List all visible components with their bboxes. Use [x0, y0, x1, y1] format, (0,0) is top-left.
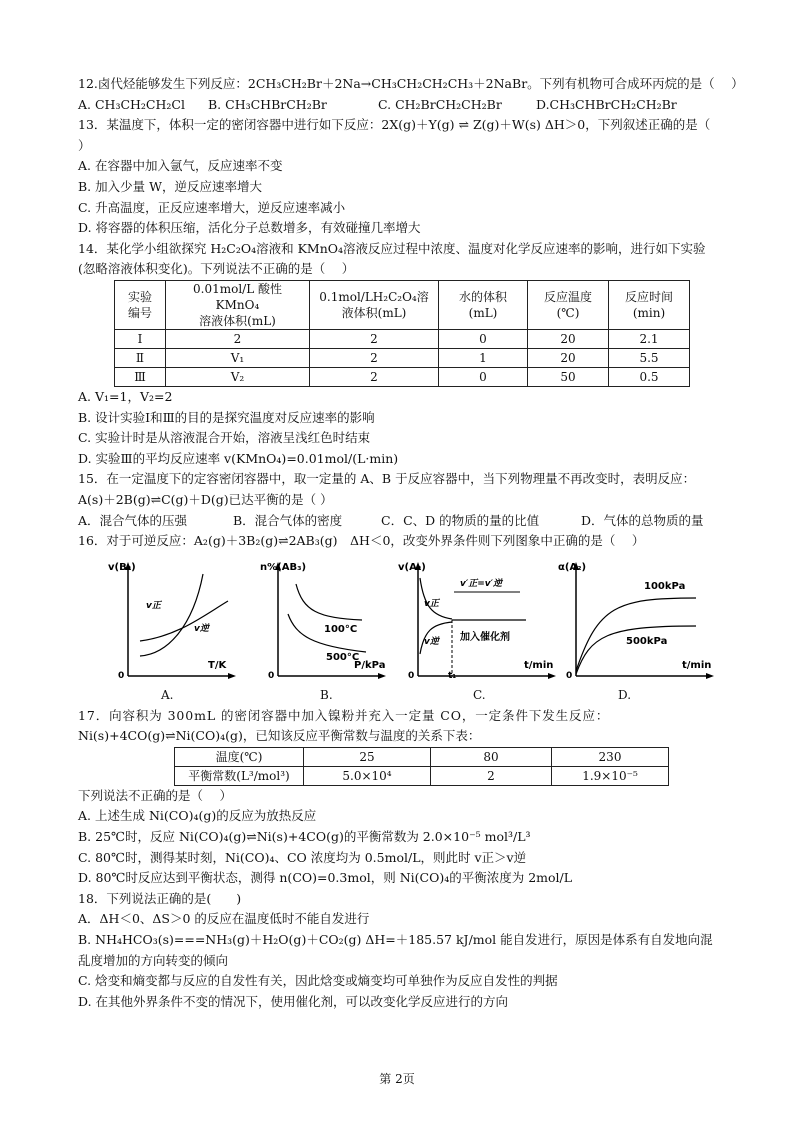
graph-a-curve-forward	[140, 574, 203, 656]
table-cell: 0	[439, 367, 528, 386]
q18-option-a: A．ΔH＜0、ΔS＞0 的反应在温度低时不能自发进行	[78, 911, 370, 927]
graph-a-ylabel: v(B₂)	[108, 561, 136, 573]
q12-stem: 12.卤代烃能够发生下列反应：2CH₃CH₂Br＋2Na→CH₃CH₂CH₂CH₃＋2NaBr。下列有机物可合成环丙烷的是（ ）	[78, 76, 744, 91]
exam-page	[78, 74, 744, 1012]
q15-option-c: C．C、D 的物质的量的比值	[381, 512, 540, 528]
graph-a-xlabel: T/K	[208, 659, 227, 671]
graph-b-caption: B.	[320, 687, 333, 702]
q13-option-c: C. 升高温度，正反应速率增大，逆反应速率减小	[78, 199, 346, 215]
q16-graphs	[78, 556, 718, 706]
graph-b-curve-100	[296, 584, 362, 620]
q17-option-a: A. 上述生成 Ni(CO)₄(g)的反应为放热反应	[78, 808, 317, 824]
q17-stem-line2: Ni(s)+4CO(g)⇌Ni(CO)₄(g)，已知该反应平衡常数与温度的关系下表：	[78, 728, 481, 744]
table-cell: 20	[528, 329, 609, 348]
graph-d-ylabel: α(A₂)	[558, 561, 587, 573]
q17-table	[174, 747, 669, 786]
q18-stem: 18．下列说法正确的是( )	[78, 890, 242, 906]
q14-option-c: C. 实验计时是从溶液混合开始，溶液呈浅红色时结束	[78, 430, 371, 446]
page-number: 第 2页	[379, 1072, 415, 1086]
table-cell: 2	[166, 329, 310, 348]
q17-option-c: C. 80℃时，测得某时刻，Ni(CO)₄、CO 浓度均为 0.5mol/L，则此时 v正＞v逆	[78, 849, 527, 865]
graph-a-curve-label-2: v逆	[194, 623, 209, 634]
table-cell: 温度(℃)	[175, 747, 304, 766]
table-cell: Ⅲ	[115, 367, 166, 386]
table-cell: 0	[439, 329, 528, 348]
table-cell: Ⅰ	[115, 329, 166, 348]
graph-d-xlabel: t/min	[682, 659, 712, 671]
q12-option-a: A. CH₃CH₂CH₂Cl	[78, 96, 185, 112]
table-cell: 1.9×10⁻⁵	[552, 766, 669, 785]
q16-stem: 16．对于可逆反应：A₂(g)＋3B₂(g)⇌2AB₃(g) ΔH＜0，改变外界条件则下列图象中正确的是（ ）	[78, 533, 645, 549]
q15-stem: 15．在一定温度下的定容密闭容器中，取一定量的 A、B 于反应容器中，当下列物理量不再改变时，表明反应：A(s)＋2B(g)⇌C(g)＋D(g)已达平衡的是（ ）	[78, 471, 696, 507]
q12-options	[78, 95, 718, 116]
graph-c-tick-t1: t₁	[448, 670, 457, 681]
graph-c-caption: C.	[473, 687, 486, 702]
q17-tail: 下列说法不正确的是（ ）	[78, 787, 232, 803]
graph-b-origin: 0	[268, 670, 275, 681]
graph-b	[258, 556, 388, 681]
graph-d-curve-label-2: 500kPa	[626, 635, 668, 647]
graph-d	[556, 556, 716, 681]
graph-c	[398, 556, 558, 681]
table-row	[115, 329, 690, 348]
q17-option-b: B. 25℃时，反应 Ni(CO)₄(g)⇌Ni(s)+4CO(g)的平衡常数为 2.0×10⁻⁵ mol³/L³	[78, 829, 531, 845]
table-cell: 80	[431, 747, 552, 766]
graph-b-curve-label-1: 100°C	[324, 623, 358, 635]
q18-option-b: B. NH₄HCO₃(s)===NH₃(g)＋H₂O(g)＋CO₂(g) ΔH=＋185.57 kJ/mol 能自发进行，原因是体系有自发地向混乱度增加的方向转变的倾向	[78, 932, 713, 968]
graph-c-note-equal: v′正=v′逆	[460, 578, 503, 589]
table-cell: 230	[552, 747, 669, 766]
q12-option-b: B. CH₃CHBrCH₂Br	[208, 96, 327, 112]
graph-b-xlabel: P/kPa	[354, 659, 386, 671]
table-header-cell: 反应时间 (min)	[609, 280, 690, 329]
q15-option-a: A．混合气体的压强	[78, 512, 188, 528]
q13-option-b: B. 加入少量 W，逆反应速率增大	[78, 178, 262, 194]
q13-stem: 13．某温度下，体积一定的密闭容器中进行如下反应：2X(g)＋Y(g) ⇌ Z(g)＋W(s) ΔH＞0，下列叙述正确的是（ ）	[78, 117, 727, 153]
table-cell: V₁	[166, 348, 310, 367]
table-cell: 5.5	[609, 348, 690, 367]
table-cell: 2	[310, 329, 439, 348]
table-cell: 2	[310, 348, 439, 367]
q15-option-d: D．气体的总物质的量	[581, 512, 704, 528]
table-header-cell: 实验 编号	[115, 280, 166, 329]
table-cell: 2	[310, 367, 439, 386]
q12-option-c: C. CH₂BrCH₂CH₂Br	[378, 96, 502, 112]
graph-c-curve-label-2: v逆	[424, 636, 439, 647]
table-cell: 50	[528, 367, 609, 386]
table-row	[115, 348, 690, 367]
table-row	[175, 747, 669, 766]
graph-a	[108, 556, 238, 681]
q18-option-d: D. 在其他外界条件不变的情况下，使用催化剂，可以改变化学反应进行的方向	[78, 993, 509, 1009]
table-cell: 2	[431, 766, 552, 785]
graph-b-ylabel: n%(AB₃)	[260, 561, 307, 573]
q13-option-d: D. 将容器的体积压缩，活化分子总数增多，有效碰撞几率增大	[78, 220, 421, 236]
table-cell: 0.5	[609, 367, 690, 386]
table-header-cell: 反应温度 (℃)	[528, 280, 609, 329]
graph-c-curve-label-1: v正	[424, 598, 439, 609]
q12-option-d: D.CH₃CHBrCH₂CH₂Br	[536, 96, 677, 112]
q18-option-c: C. 焓变和熵变都与反应的自发性有关，因此焓变或熵变均可单独作为反应自发性的判据	[78, 973, 558, 989]
table-row	[175, 766, 669, 785]
q13-option-a: A. 在容器中加入氩气，反应速率不变	[78, 158, 283, 174]
q14-option-b: B. 设计实验Ⅰ和Ⅲ的目的是探究温度对反应速率的影响	[78, 409, 375, 425]
graph-c-origin: 0	[408, 670, 415, 681]
graph-c-ylabel: v(A₂)	[398, 561, 426, 573]
graph-d-curve-500	[576, 626, 696, 674]
graph-d-curve-label-1: 100kPa	[644, 580, 686, 592]
graph-c-note-catalyst: 加入催化剂	[460, 631, 510, 643]
graph-a-origin: 0	[118, 670, 125, 681]
table-header-cell: 0.1mol/LH₂C₂O₄溶 液体积(mL)	[310, 280, 439, 329]
graph-b-curve-label-2: 500°C	[326, 651, 360, 663]
table-cell: 5.0×10⁴	[304, 766, 431, 785]
q17-option-d: D. 80℃时反应达到平衡状态，测得 n(CO)=0.3mol，则 Ni(CO)₄的平衡浓度为 2mol/L	[78, 870, 573, 886]
table-cell: 1	[439, 348, 528, 367]
table-row	[115, 367, 690, 386]
graph-d-caption: D.	[618, 687, 632, 702]
q15-option-b: B．混合气体的密度	[233, 512, 343, 528]
q14-option-d: D. 实验Ⅲ的平均反应速率 v(KMnO₄)=0.01mol/(L·min)	[78, 450, 399, 466]
table-header-row	[115, 280, 690, 329]
graph-c-xlabel: t/min	[524, 659, 554, 671]
table-cell: V₂	[166, 367, 310, 386]
q14-stem: 14．某化学小组欲探究 H₂C₂O₄溶液和 KMnO₄溶液反应过程中浓度、温度对化学反应速率的影响，进行如下实验(忽略溶液体积变化)。下列说法不正确的是（ ）	[78, 240, 706, 277]
graph-a-caption: A.	[161, 687, 174, 702]
graph-d-origin: 0	[566, 670, 573, 681]
graph-a-curve-label-1: v正	[146, 600, 161, 611]
q14-option-a: A. V₁=1，V₂=2	[78, 388, 173, 404]
table-cell: Ⅱ	[115, 348, 166, 367]
table-cell: 2.1	[609, 329, 690, 348]
q15-options	[78, 511, 718, 532]
table-header-cell: 水的体积 (mL)	[439, 280, 528, 329]
q17-stem-line1: 17．向容积为 300mL 的密闭容器中加入镍粉并充入一定量 CO，一定条件下发生反应：	[78, 707, 610, 723]
q14-table	[114, 280, 690, 387]
table-cell: 20	[528, 348, 609, 367]
table-cell: 平衡常数(L³/mol³)	[175, 766, 304, 785]
table-cell: 25	[304, 747, 431, 766]
table-header-cell: 0.01mol/L 酸性 KMnO₄ 溶液体积(mL)	[166, 280, 310, 329]
graph-d-curve-100	[576, 598, 696, 671]
